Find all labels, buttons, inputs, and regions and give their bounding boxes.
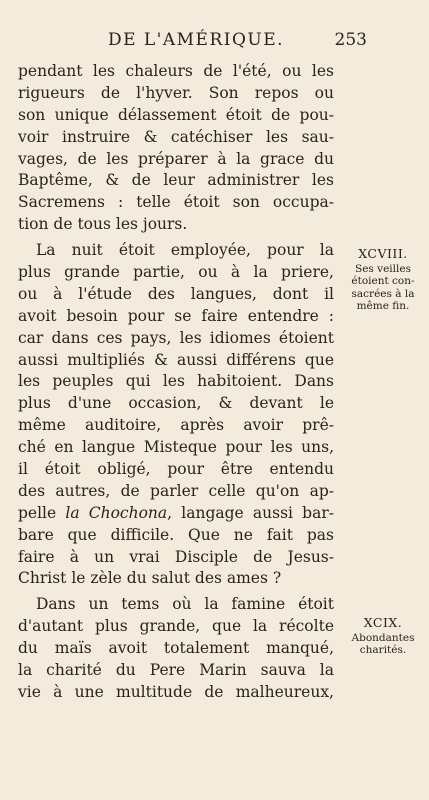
marginal-line: charités. bbox=[359, 644, 407, 656]
marginal-line: étoient con- bbox=[351, 275, 415, 287]
text-line: aussi multipliés & aussi différens que bbox=[18, 350, 334, 369]
text-line: ché en langue Misteque pour les uns, bbox=[18, 438, 334, 457]
body-text bbox=[18, 61, 334, 704]
text-fragment: , langage aussi bar- bbox=[167, 503, 334, 522]
marginal-number: XCIX. bbox=[363, 615, 403, 630]
marginal-line: même fin. bbox=[356, 300, 410, 312]
paragraph-2 bbox=[18, 240, 334, 590]
marginal-line: sacrées à la bbox=[351, 287, 415, 300]
text-line: avoit besoin pour se faire entendre : bbox=[18, 306, 334, 325]
text-line: vages, de les préparer à la grace du bbox=[18, 149, 334, 168]
text-line: faire à un vrai Disciple de Jesus- bbox=[18, 547, 334, 566]
text-line: voir instruire & catéchiser les sau- bbox=[18, 127, 334, 146]
marginal-line: Abondantes bbox=[351, 631, 415, 644]
text-line: Dans un tems où la famine étoit bbox=[36, 595, 334, 614]
marginal-number: XCVIII. bbox=[358, 246, 408, 261]
text-line: bare que difficile. Que ne fait pas bbox=[18, 525, 334, 544]
text-line: plus grande partie, ou à la priere, bbox=[18, 263, 334, 282]
text-line-with-italic bbox=[18, 503, 334, 525]
text-line: Baptême, & de leur administrer les bbox=[18, 171, 334, 190]
text-line: d'autant plus grande, que la récolte bbox=[18, 617, 334, 636]
italic-term: la Chochona bbox=[65, 503, 168, 522]
text-line: les peuples qui les habitoient. Dans bbox=[18, 372, 334, 391]
text-line: la charité du Pere Marin sauva la bbox=[18, 661, 334, 680]
page-number: 253 bbox=[334, 30, 367, 50]
paragraph-1 bbox=[18, 61, 334, 236]
text-line: son unique délassement étoit de pou- bbox=[18, 105, 334, 124]
text-line: des autres, de parler celle qu'on ap- bbox=[18, 481, 334, 500]
text-line: vie à une multitude de malheureux, bbox=[18, 682, 334, 701]
text-line: même auditoire, après avoir prê- bbox=[18, 416, 334, 435]
text-line: La nuit étoit employée, pour la bbox=[36, 241, 334, 260]
paragraph-3 bbox=[18, 594, 334, 703]
text-line: Sacremens : telle étoit son occupa- bbox=[18, 193, 334, 212]
text-line: ou à l'étude des langues, dont il bbox=[18, 284, 334, 303]
marginal-line: Ses veilles bbox=[355, 262, 411, 275]
text-line: il étoit obligé, pour être entendu bbox=[18, 460, 334, 479]
text-line: car dans ces pays, les idiomes étoient bbox=[18, 328, 334, 347]
text-line: du maïs avoit totalement manqué, bbox=[18, 639, 334, 658]
text-line: plus d'une occasion, & devant le bbox=[18, 394, 334, 413]
text-line: Christ le zèle du salut des ames ? bbox=[18, 569, 282, 588]
text-fragment: pelle bbox=[18, 503, 66, 522]
marginal-note-xcix bbox=[343, 617, 423, 657]
text-line: rigueurs de l'hyver. Son repos ou bbox=[18, 83, 334, 102]
text-line: tion de tous les jours. bbox=[18, 215, 188, 234]
running-head: DE L'AMÉRIQUE. bbox=[107, 30, 285, 50]
marginal-note-xcviii bbox=[343, 248, 423, 313]
text-line: pendant les chaleurs de l'été, ou les bbox=[18, 62, 334, 80]
